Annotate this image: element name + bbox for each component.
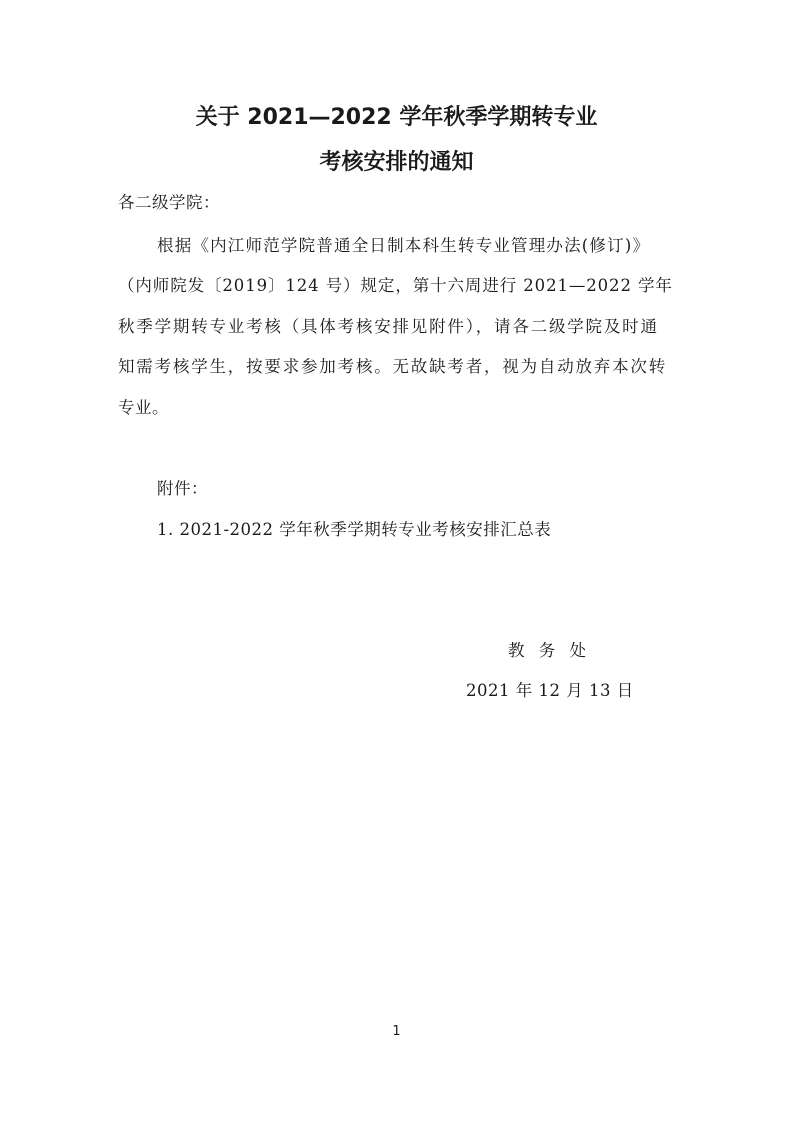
issuer: 教 务 处 xyxy=(508,641,587,660)
salutation: 各二级学院： xyxy=(118,193,220,212)
body-line-3: 秋季学期转专业考核（具体考核安排见附件），请各二级学院及时通 xyxy=(118,317,659,336)
body-line-4: 知需考核学生，按要求参加考核。无故缺考者，视为自动放弃本次转 xyxy=(118,357,667,376)
page-number: 1 xyxy=(392,1024,401,1039)
issue-date: 2021 年 12 月 13 日 xyxy=(466,681,634,700)
attachment-item: 1. 2021-2022 学年秋季学期转专业考核安排汇总表 xyxy=(157,520,552,539)
body-line-2: （内师院发〔2019〕124 号）规定，第十六周进行 2021—2022 学年 xyxy=(118,276,673,295)
attachment-label: 附件： xyxy=(157,479,208,498)
body-line-5: 专业。 xyxy=(118,398,169,417)
body-line-1: 根据《内江师范学院普通全日制本科生转专业管理办法(修订)》 xyxy=(157,236,651,255)
document-title-line-2: 考核安排的通知 xyxy=(319,150,474,175)
document-title-line-1: 关于 2021—2022 学年秋季学期转专业 xyxy=(195,105,598,130)
